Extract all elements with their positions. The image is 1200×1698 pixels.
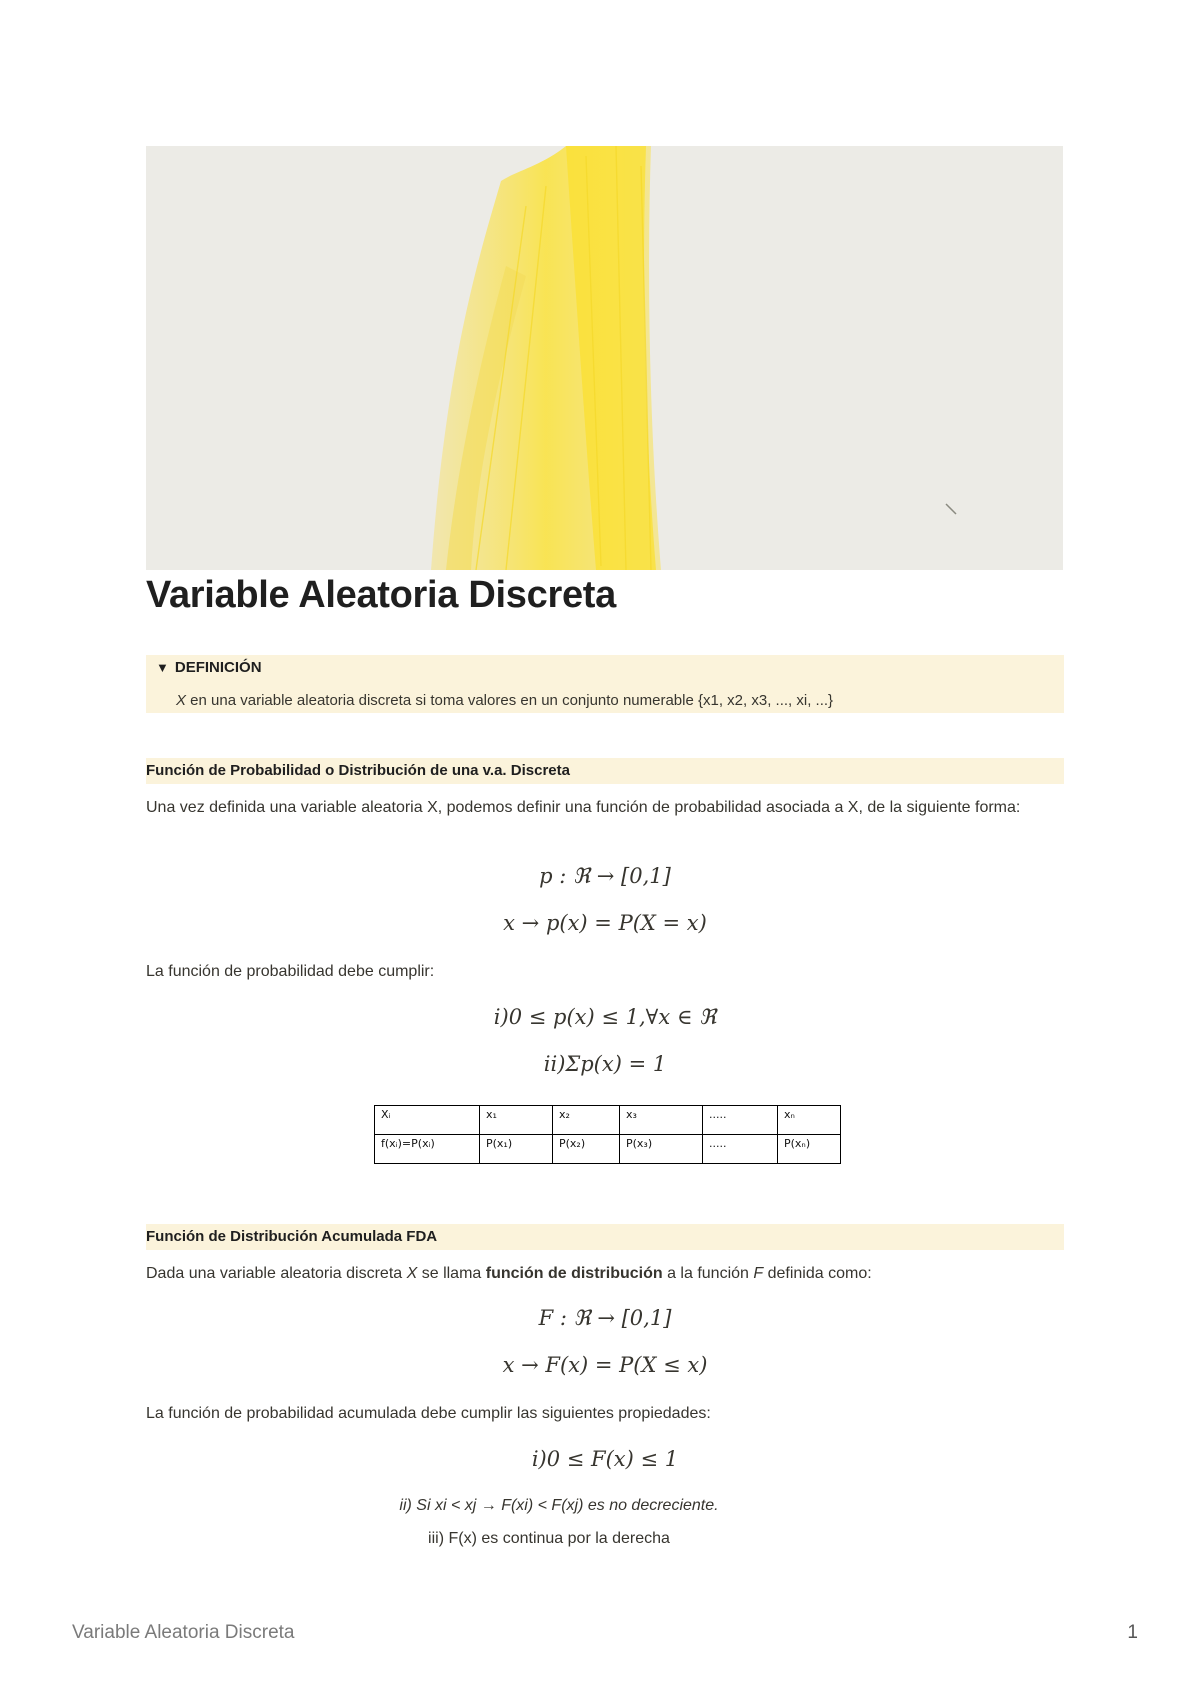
intro-function: F (753, 1265, 764, 1282)
property-3: iii) F(x) es continua por la derecha (428, 1530, 670, 1547)
table-cell: P(x₁) (480, 1135, 553, 1164)
definition-toggle[interactable] (146, 655, 1064, 713)
formula-p-map: p : ℜ → [0,1] (539, 864, 671, 888)
section-heading-fda: Función de Distribución Acumulada FDA (146, 1224, 1064, 1250)
toggle-label: DEFINICIÓN (174, 659, 262, 676)
toggle-header[interactable] (156, 659, 262, 676)
cover-yellow-strokes (146, 146, 1063, 570)
triangle-down-icon[interactable]: ▼ (156, 660, 169, 675)
table-cell: xₙ (778, 1106, 841, 1135)
table-cell: f(xᵢ)=P(xᵢ) (375, 1135, 480, 1164)
section1-intro: Una vez definida una variable aleatoria X, podemos definir una función de probabilidad asociada a X, de la siguiente forma: (146, 799, 1021, 816)
table-cell: P(xₙ) (778, 1135, 841, 1164)
formula-p-def: x → p(x) = P(X = x) (503, 911, 707, 935)
table-row (375, 1135, 841, 1164)
intro-text: definida como: (763, 1265, 872, 1282)
table-cell: P(x₃) (620, 1135, 703, 1164)
footer-title: Variable Aleatoria Discreta (72, 1622, 295, 1643)
page-number: 1 (1127, 1622, 1138, 1643)
definition-text (176, 692, 833, 709)
property-2: ii) Si xi < xj → F(xi) < F(xj) es no decreciente. (399, 1497, 719, 1514)
formula-F-map: F : ℜ → [0,1] (538, 1306, 672, 1330)
conditions-intro: La función de probabilidad debe cumplir: (146, 963, 435, 980)
definition-body: en una variable aleatoria discreta si toma valores en un conjunto numerable {x1, x2, x3, ..., xi, ...} (186, 692, 834, 709)
definition-variable: X (176, 692, 187, 709)
page-title: Variable Aleatoria Discreta (146, 574, 616, 616)
probability-table (374, 1105, 841, 1164)
section2-intro (146, 1260, 1064, 1287)
table-cell: x₁ (480, 1106, 553, 1135)
properties-intro: La función de probabilidad acumulada debe cumplir las siguientes propiedades: (146, 1405, 711, 1422)
formula-F-def: x → F(x) = P(X ≤ x) (502, 1353, 708, 1377)
table-cell: P(x₂) (553, 1135, 620, 1164)
condition-1: i)0 ≤ p(x) ≤ 1,∀x ∈ ℜ (493, 1005, 717, 1029)
intro-text: a la función (662, 1265, 754, 1282)
property-1: i)0 ≤ F(x) ≤ 1 (531, 1447, 679, 1471)
table-cell: ..... (703, 1135, 778, 1164)
intro-bold-term: función de distribución (485, 1265, 663, 1282)
intro-variable: X (406, 1265, 418, 1282)
cover-image (146, 146, 1063, 570)
table-row (375, 1106, 841, 1135)
table-cell: x₃ (620, 1106, 703, 1135)
section-heading-probability: Función de Probabilidad o Distribución de una v.a. Discreta (146, 758, 1064, 784)
table-cell: ..... (703, 1106, 778, 1135)
intro-text: se llama (417, 1265, 486, 1282)
table-cell: x₂ (553, 1106, 620, 1135)
intro-text: Dada una variable aleatoria discreta (146, 1265, 407, 1282)
condition-2: ii)Σp(x) = 1 (543, 1052, 667, 1076)
table-cell: Xᵢ (375, 1106, 480, 1135)
